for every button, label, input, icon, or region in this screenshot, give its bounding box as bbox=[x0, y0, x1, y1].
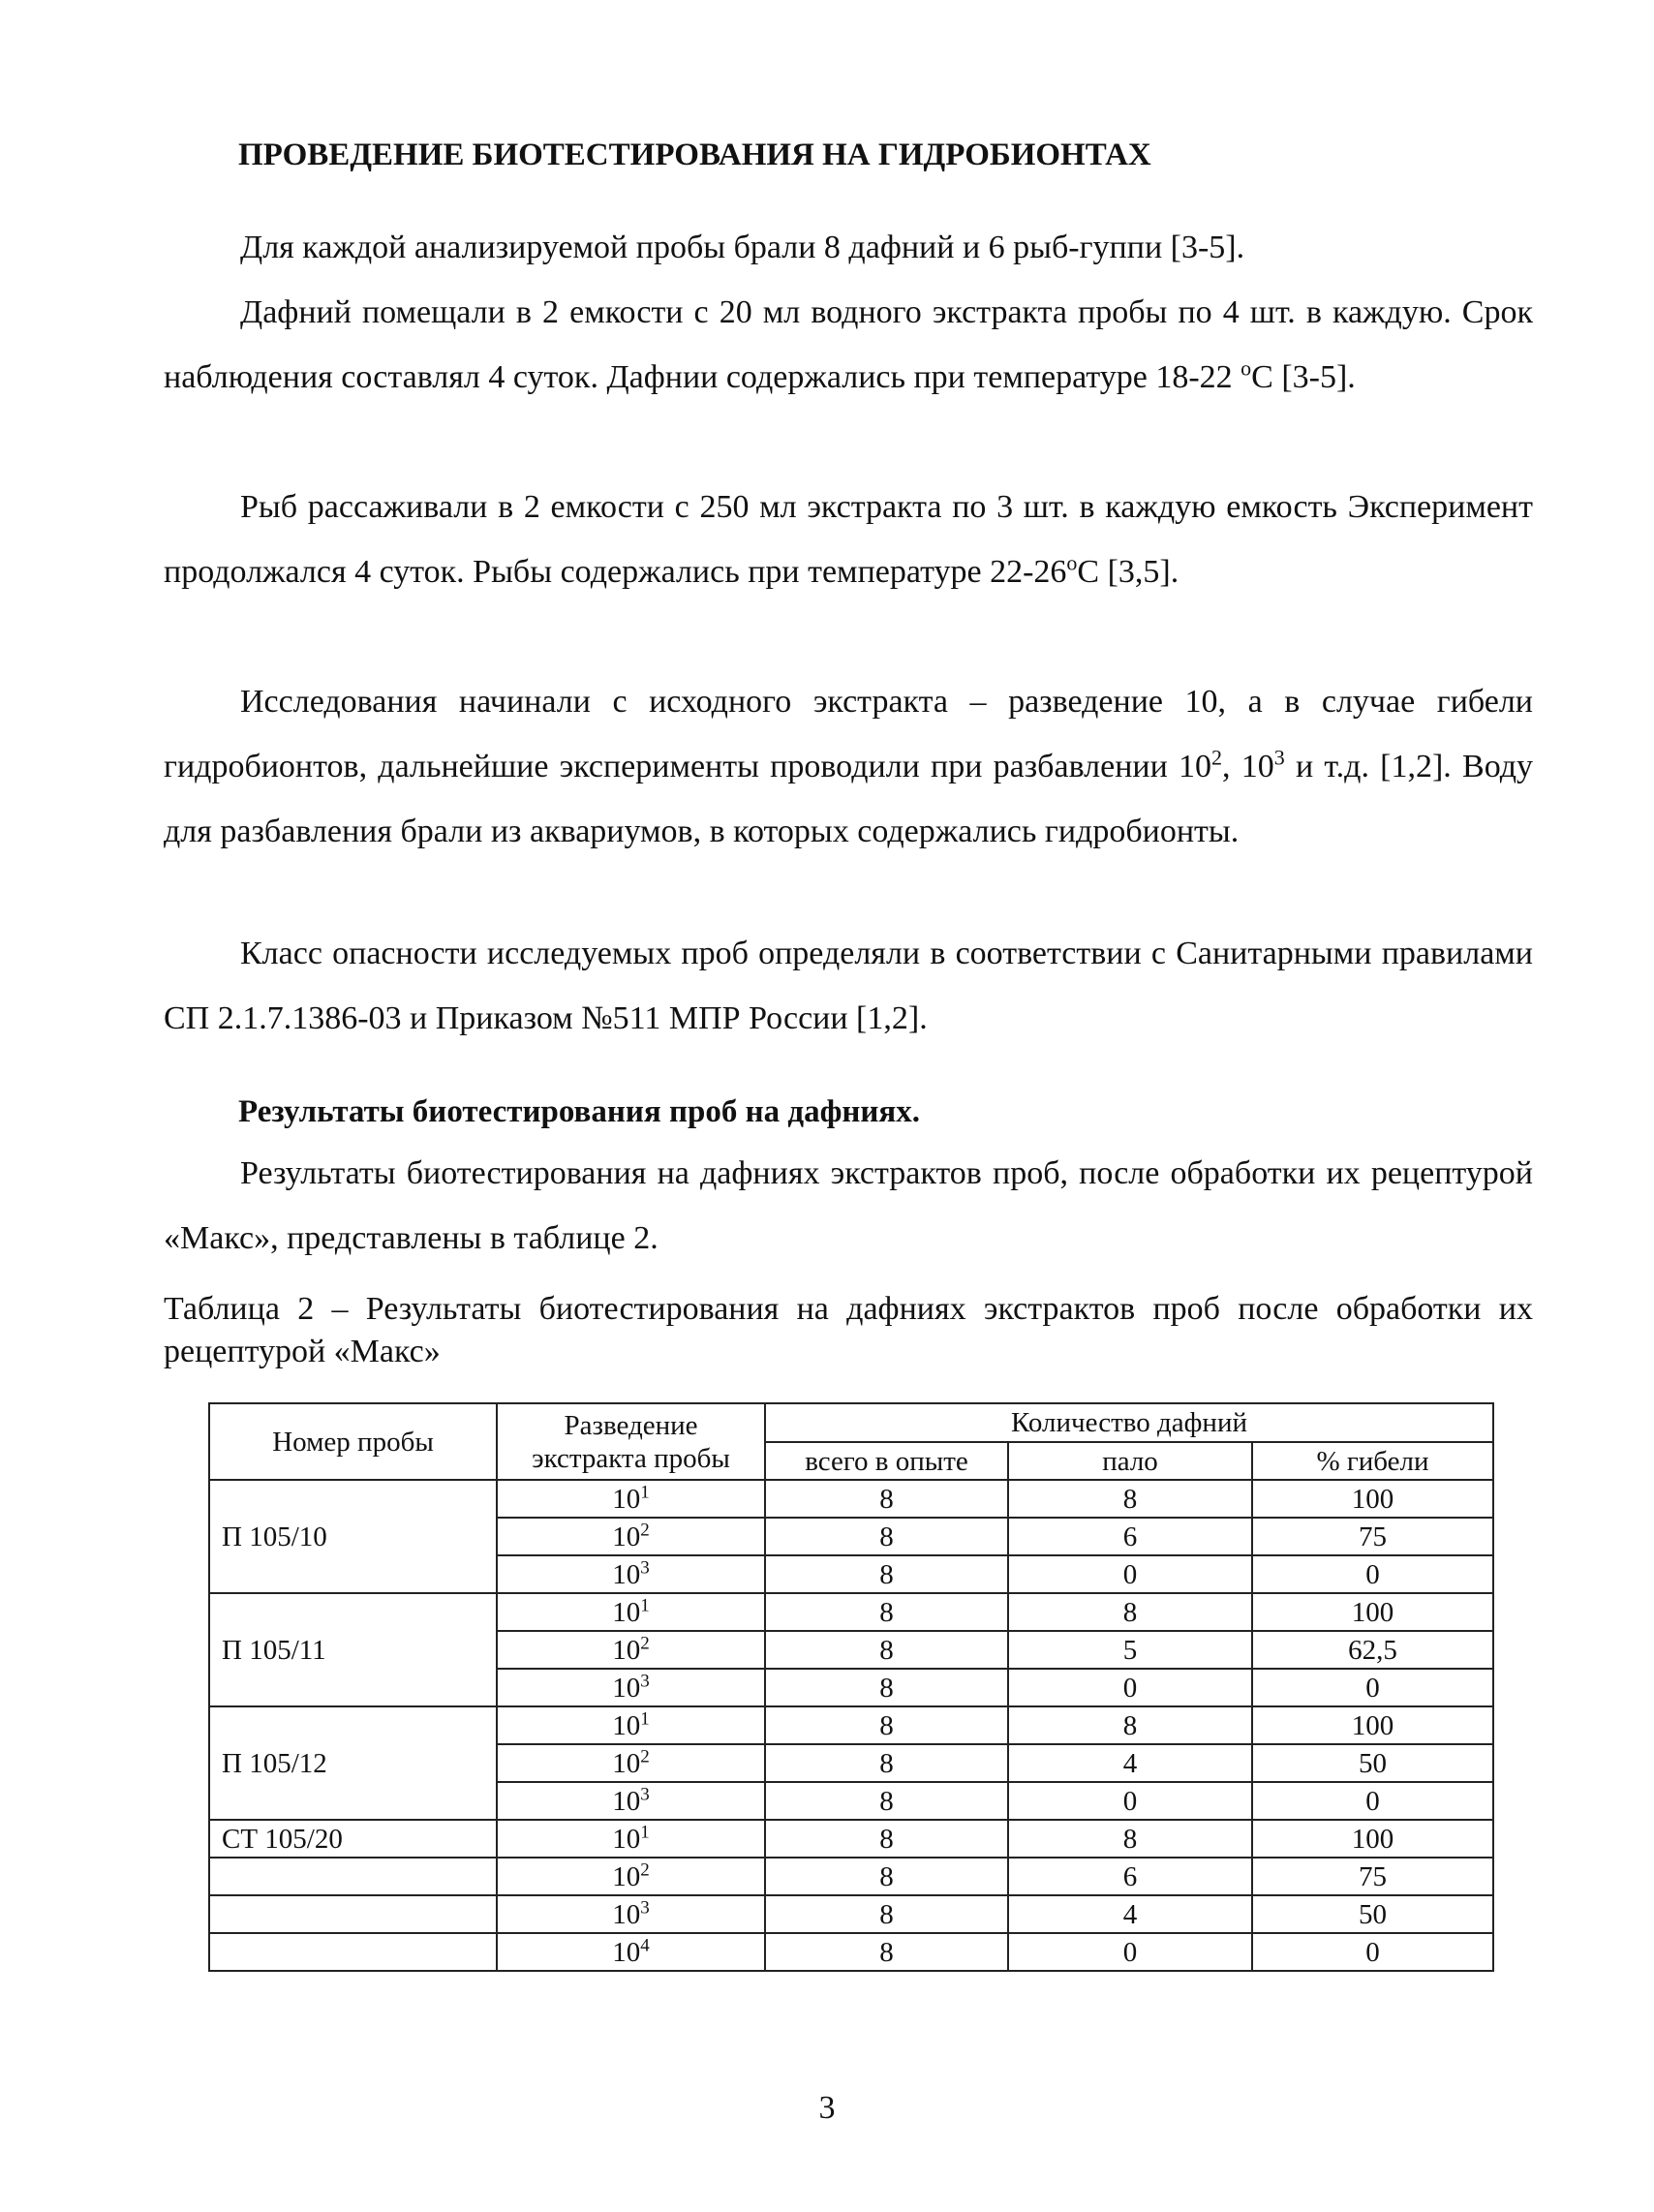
percent-cell: 0 bbox=[1252, 1669, 1493, 1706]
dead-cell: 8 bbox=[1008, 1593, 1252, 1631]
paragraph-4 bbox=[164, 669, 1533, 864]
sample-cell-empty bbox=[209, 1933, 497, 1971]
header-total: всего в опыте bbox=[765, 1442, 1008, 1480]
table-header-row bbox=[209, 1403, 1493, 1442]
paragraph-1-text: Для каждой анализируемой пробы брали 8 дафний и 6 рыб-гуппи [3-5]. bbox=[240, 230, 1245, 265]
paragraph-2-tail: С [3-5]. bbox=[1251, 359, 1356, 395]
paragraph-5 bbox=[164, 921, 1533, 1051]
total-cell: 8 bbox=[765, 1669, 1008, 1706]
degree-mark: o bbox=[1240, 355, 1252, 381]
section-heading: ПРОВЕДЕНИЕ БИОТЕСТИРОВАНИЯ НА ГИДРОБИОНТАХ bbox=[238, 138, 1151, 172]
percent-cell: 75 bbox=[1252, 1858, 1493, 1895]
paragraph-2-text: Дафний помещали в 2 емкости с 20 мл водного экстракта пробы по 4 шт. в каждую. Срок наблюдения составлял 4 суток. Дафнии содержались при температуре 18-22 bbox=[164, 294, 1533, 395]
total-cell: 8 bbox=[765, 1631, 1008, 1669]
dilution-cell: $10^4$ bbox=[497, 1933, 765, 1971]
total-cell: 8 bbox=[765, 1593, 1008, 1631]
total-cell: 8 bbox=[765, 1895, 1008, 1933]
percent-cell: 50 bbox=[1252, 1895, 1493, 1933]
dead-cell: 0 bbox=[1008, 1669, 1252, 1706]
dilution-cell: $10^1$ bbox=[497, 1593, 765, 1631]
total-cell: 8 bbox=[765, 1480, 1008, 1518]
dead-cell: 6 bbox=[1008, 1858, 1252, 1895]
table-row bbox=[209, 1706, 1493, 1744]
total-cell: 8 bbox=[765, 1518, 1008, 1555]
paragraph-5-text: Класс опасности исследуемых проб определяли в соответствии с Санитарными правилами СП 2.1.7.1386-03 и Приказом №511 МПР России [1,2]. bbox=[164, 936, 1533, 1036]
percent-cell: 100 bbox=[1252, 1480, 1493, 1518]
header-dead: пало bbox=[1008, 1442, 1252, 1480]
sample-cell: СТ 105/20 bbox=[209, 1820, 497, 1858]
percent-cell: 50 bbox=[1252, 1744, 1493, 1782]
header-sample-number: Номер пробы bbox=[209, 1403, 497, 1480]
dead-cell: 8 bbox=[1008, 1820, 1252, 1858]
dead-cell: 6 bbox=[1008, 1518, 1252, 1555]
dead-cell: 4 bbox=[1008, 1895, 1252, 1933]
dead-cell: 0 bbox=[1008, 1933, 1252, 1971]
percent-cell: 75 bbox=[1252, 1518, 1493, 1555]
dilution-cell: $10^2$ bbox=[497, 1744, 765, 1782]
percent-cell: 0 bbox=[1252, 1782, 1493, 1820]
table-row bbox=[209, 1895, 1493, 1933]
dilution-cell: $10^2$ bbox=[497, 1858, 765, 1895]
total-cell: 8 bbox=[765, 1933, 1008, 1971]
results-heading: Результаты биотестирования проб на дафниях. bbox=[238, 1094, 921, 1129]
sample-cell: П 105/12 bbox=[209, 1706, 497, 1820]
dilution-cell: $10^3$ bbox=[497, 1895, 765, 1933]
dilution-cell: $10^3$ bbox=[497, 1555, 765, 1593]
table-caption: Таблица 2 – Результаты биотестирования на дафниях экстрактов проб после обработки их рецептурой «Макс» bbox=[164, 1291, 1533, 1369]
dilution-cell: $10^2$ bbox=[497, 1518, 765, 1555]
paragraph-4-text-a: Исследования начинали с исходного экстракта – разведение 10, а в случае гибели гидробионтов, дальнейшие эксперименты проводили при разбавлении 10 bbox=[164, 684, 1533, 784]
header-percent: % гибели bbox=[1252, 1442, 1493, 1480]
dilution-cell: $10^1$ bbox=[497, 1706, 765, 1744]
dilution-cell: $10^2$ bbox=[497, 1631, 765, 1669]
sample-cell: П 105/11 bbox=[209, 1593, 497, 1706]
sample-cell: П 105/10 bbox=[209, 1480, 497, 1593]
page-number: 3 bbox=[818, 2090, 836, 2126]
degree-mark: o bbox=[1066, 550, 1078, 575]
table-row bbox=[209, 1480, 1493, 1518]
table-row bbox=[209, 1933, 1493, 1971]
paragraph-3 bbox=[164, 475, 1533, 604]
percent-cell: 62,5 bbox=[1252, 1631, 1493, 1669]
paragraph-3-text: Рыб рассаживали в 2 емкости с 250 мл экстракта по 3 шт. в каждую емкость Эксперимент продолжался 4 суток. Рыбы содержались при температуре 22-26 bbox=[164, 489, 1533, 590]
dilution-cell: $10^3$ bbox=[497, 1669, 765, 1706]
dilution-cell: $10^1$ bbox=[497, 1480, 765, 1518]
results-table bbox=[208, 1402, 1494, 1972]
dead-cell: 4 bbox=[1008, 1744, 1252, 1782]
percent-cell: 100 bbox=[1252, 1820, 1493, 1858]
header-dilution: Разведение экстракта пробы bbox=[497, 1403, 765, 1480]
sample-cell-empty bbox=[209, 1895, 497, 1933]
paragraph-1 bbox=[164, 215, 1533, 280]
dead-cell: 0 bbox=[1008, 1782, 1252, 1820]
percent-cell: 0 bbox=[1252, 1555, 1493, 1593]
exponent: 2 bbox=[1211, 745, 1223, 770]
paragraph-4-text-b: , 10 bbox=[1222, 749, 1274, 784]
percent-cell: 0 bbox=[1252, 1933, 1493, 1971]
table-row bbox=[209, 1820, 1493, 1858]
total-cell: 8 bbox=[765, 1555, 1008, 1593]
table-row bbox=[209, 1593, 1493, 1631]
total-cell: 8 bbox=[765, 1782, 1008, 1820]
paragraph-6 bbox=[164, 1141, 1533, 1271]
percent-cell: 100 bbox=[1252, 1706, 1493, 1744]
total-cell: 8 bbox=[765, 1820, 1008, 1858]
dead-cell: 5 bbox=[1008, 1631, 1252, 1669]
total-cell: 8 bbox=[765, 1858, 1008, 1895]
header-daphnia-count: Количество дафний bbox=[765, 1403, 1493, 1442]
total-cell: 8 bbox=[765, 1744, 1008, 1782]
paragraph-4-text-c: и т.д. [1,2]. Воду для разбавления брали из аквариумов, в которых содержались гидробионты. bbox=[164, 749, 1534, 849]
table-row bbox=[209, 1858, 1493, 1895]
paragraph-2 bbox=[164, 280, 1533, 410]
dilution-cell: $10^3$ bbox=[497, 1782, 765, 1820]
dead-cell: 8 bbox=[1008, 1706, 1252, 1744]
dead-cell: 0 bbox=[1008, 1555, 1252, 1593]
dilution-cell: $10^1$ bbox=[497, 1820, 765, 1858]
paragraph-6-text: Результаты биотестирования на дафниях экстрактов проб, после обработки их рецептурой «Макс», представлены в таблице 2. bbox=[164, 1155, 1533, 1256]
sample-cell-empty bbox=[209, 1858, 497, 1895]
paragraph-3-tail: С [3,5]. bbox=[1077, 554, 1179, 590]
percent-cell: 100 bbox=[1252, 1593, 1493, 1631]
dead-cell: 8 bbox=[1008, 1480, 1252, 1518]
exponent: 3 bbox=[1273, 745, 1285, 770]
total-cell: 8 bbox=[765, 1706, 1008, 1744]
